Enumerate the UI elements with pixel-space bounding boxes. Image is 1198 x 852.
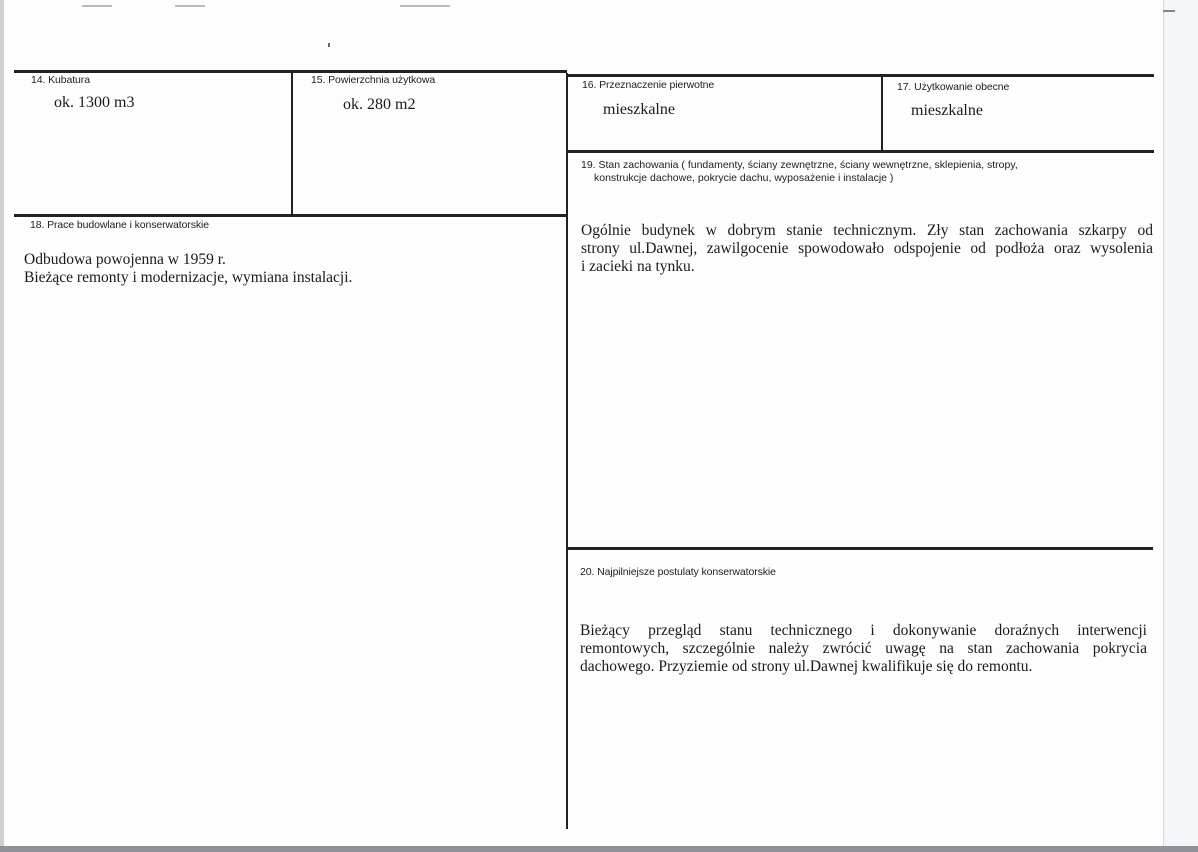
field-18-text-line: Odbudowa powojenna w 1959 r. <box>24 251 226 268</box>
field-18-text <box>24 251 554 287</box>
field-17-value: mieszkalne <box>911 102 983 119</box>
form-page <box>4 0 1163 846</box>
field-20-text-line: dachowego. Przyziemie od strony ul.Dawnej kwalifikuje się do remontu. <box>580 658 1033 675</box>
field-20-text <box>580 622 1147 676</box>
field-20-text-line: Bieżący przegląd stanu technicznego i dokonywanie doraźnych interwencji <box>580 622 1147 639</box>
field-18-text-line: Bieżące remonty i modernizacje, wymiana instalacji. <box>24 269 353 286</box>
field-14-label: 14. Kubatura <box>31 74 90 86</box>
field-14-value: ok. 1300 m3 <box>54 94 135 111</box>
divider-main <box>566 73 568 829</box>
field-16-label: 16. Przeznaczenie pierwotne <box>582 79 715 91</box>
top-rule-right <box>566 74 1154 77</box>
scan-artifact <box>82 5 112 7</box>
scan-artifact <box>175 5 205 7</box>
field-20-text-line: remontowych, szczególnie należy zwrócić uwagę na stan zachowania pokrycia <box>580 640 1147 657</box>
field-19-text-line: strony ul.Dawnej, zawilgocenie spowodowało odspojenie od podłoża oraz wysolenia <box>581 240 1153 257</box>
rule-above-20 <box>566 547 1153 550</box>
rule-above-19 <box>566 150 1154 153</box>
rule-above-18 <box>14 214 567 217</box>
scan-artifact <box>1163 10 1175 12</box>
field-19-label-line1: 19. Stan zachowania ( fundamenty, ściany zewnętrzne, ściany wewnętrzne, sklepienia, stropy, <box>581 159 1018 171</box>
field-15-label: 15. Powierzchnia użytkowa <box>311 74 436 86</box>
field-16-value: mieszkalne <box>603 101 675 118</box>
field-19-label-line2: konstrukcje dachowe, pokrycie dachu, wyposażenie i instalacje ) <box>594 172 894 184</box>
field-17-label: 17. Użytkowanie obecne <box>897 81 1010 93</box>
scan-artifact <box>328 43 330 47</box>
field-19-text-line: i zacieki na tynku. <box>581 258 695 275</box>
scan-artifact <box>400 5 450 7</box>
field-19-text <box>581 222 1153 276</box>
divider-14-15 <box>291 71 293 216</box>
field-18-label: 18. Prace budowlane i konserwatorskie <box>30 219 209 231</box>
scan-right-margin <box>1163 0 1198 852</box>
field-15-value: ok. 280 m2 <box>343 96 416 113</box>
field-19-label <box>581 159 1018 185</box>
field-20-label: 20. Najpilniejsze postulaty konserwatorskie <box>580 566 776 578</box>
divider-16-17 <box>881 75 883 152</box>
scan-bottom-edge <box>0 846 1198 852</box>
field-19-text-line: Ogólnie budynek w dobrym stanie technicznym. Zły stan zachowania szkarpy od <box>581 222 1153 239</box>
